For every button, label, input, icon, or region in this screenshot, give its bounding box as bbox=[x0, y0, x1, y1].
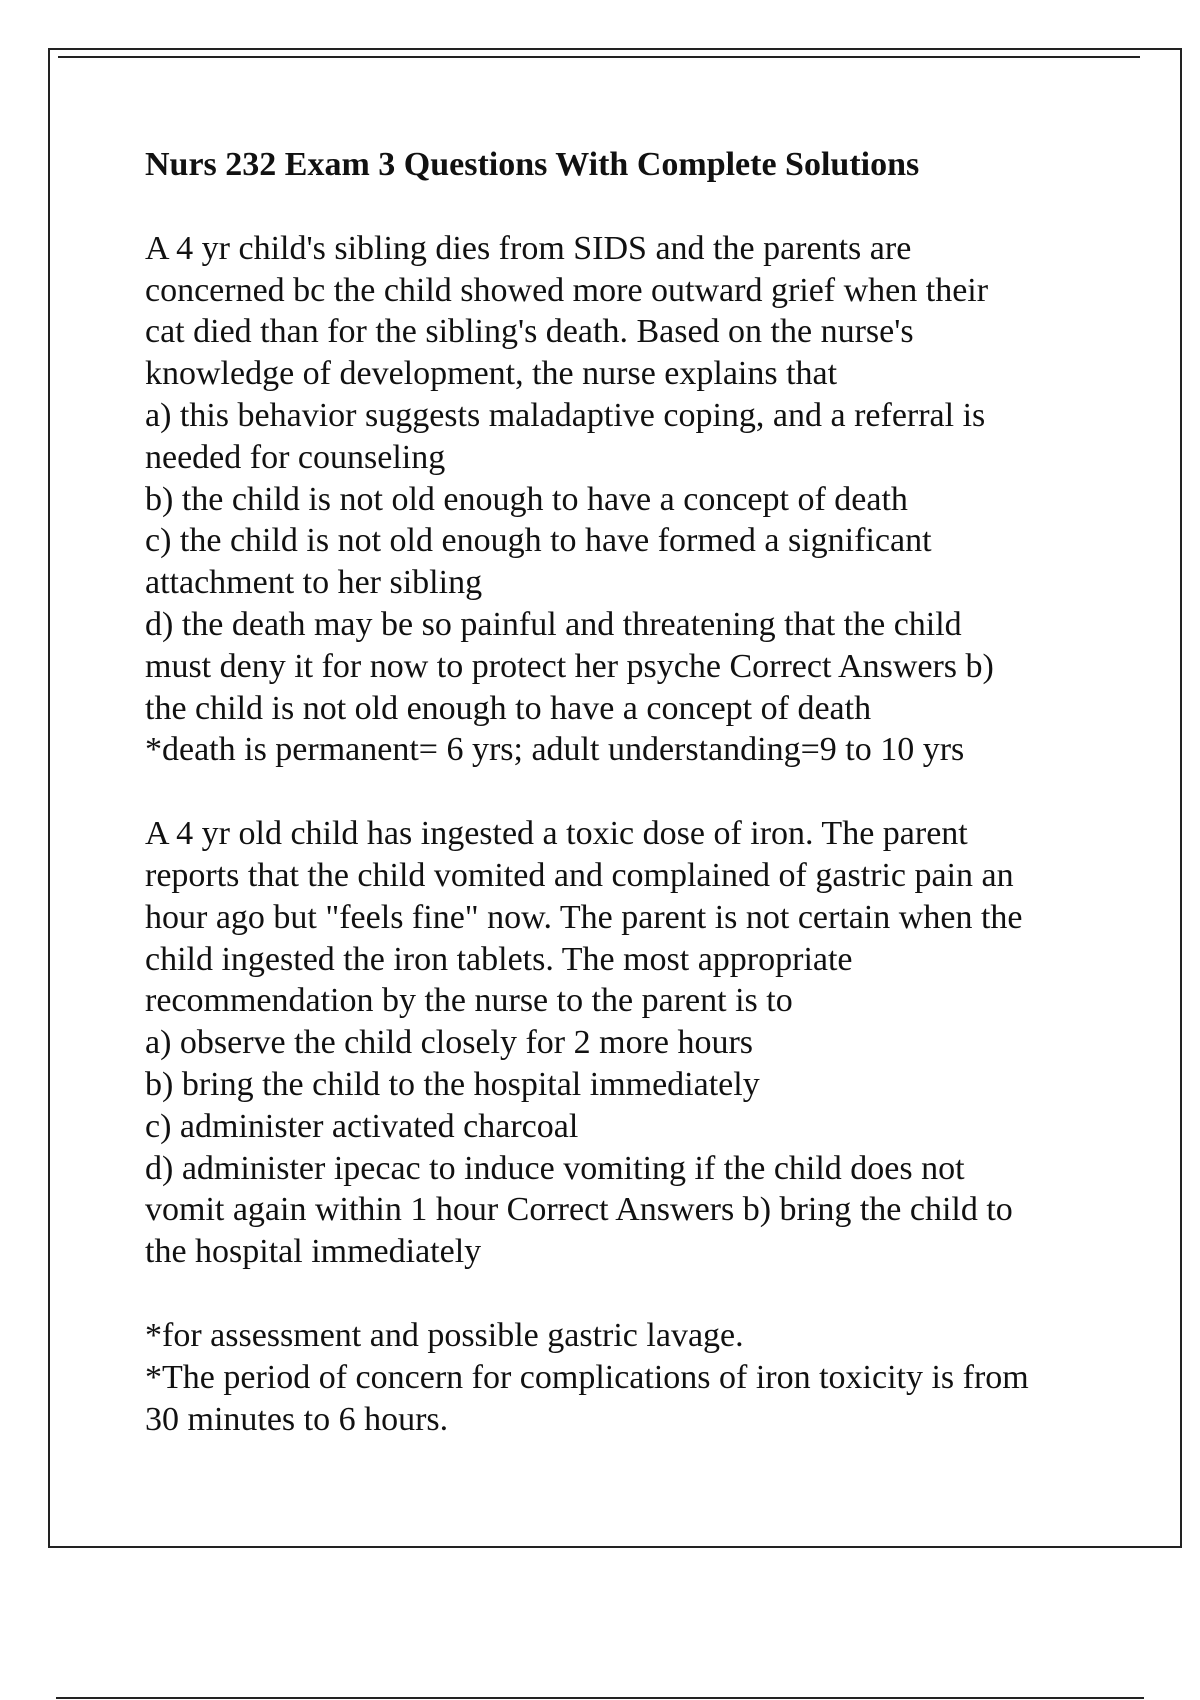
question-1-option-b: b) the child is not old enough to have a concept of death bbox=[145, 480, 908, 518]
question-2-line: child ingested the iron tablets. The most appropriate bbox=[145, 940, 853, 978]
question-1 bbox=[145, 228, 1135, 771]
question-2-option-a: a) observe the child closely for 2 more hours bbox=[145, 1024, 754, 1062]
question-2 bbox=[145, 813, 1135, 1273]
bottom-rule bbox=[56, 1697, 1144, 1699]
question-1-answer: must deny it for now to protect her psyche Correct Answers b) bbox=[145, 647, 994, 685]
document-content bbox=[145, 144, 1135, 1482]
question-2-line: recommendation by the nurse to the parent is to bbox=[145, 982, 793, 1020]
question-2-line: reports that the child vomited and complained of gastric pain an bbox=[145, 856, 1014, 894]
document-title: Nurs 232 Exam 3 Questions With Complete Solutions bbox=[145, 146, 920, 183]
question-2-note: 30 minutes to 6 hours. bbox=[145, 1400, 449, 1438]
question-1-line: concerned bc the child showed more outward grief when their bbox=[145, 271, 989, 309]
question-1-rationale: *death is permanent= 6 yrs; adult understanding=9 to 10 yrs bbox=[145, 731, 965, 769]
question-2-option-d: d) administer ipecac to induce vomiting if the child does not bbox=[145, 1149, 965, 1187]
question-1-answer: the child is not old enough to have a concept of death bbox=[145, 689, 872, 727]
question-2-answer: the hospital immediately bbox=[145, 1233, 482, 1271]
question-2-answer: vomit again within 1 hour Correct Answers b) bring the child to bbox=[145, 1191, 1013, 1229]
question-1-option-a: needed for counseling bbox=[145, 438, 446, 476]
question-2-option-c: c) administer activated charcoal bbox=[145, 1107, 579, 1145]
question-2-line: A 4 yr old child has ingested a toxic dose of iron. The parent bbox=[145, 815, 968, 853]
page-frame bbox=[48, 48, 1182, 1548]
top-rule bbox=[58, 56, 1140, 58]
question-1-line: A 4 yr child's sibling dies from SIDS and the parents are bbox=[145, 229, 912, 267]
question-2-option-b: b) bring the child to the hospital immediately bbox=[145, 1065, 760, 1103]
question-2-notes bbox=[145, 1315, 1135, 1440]
question-2-note: *for assessment and possible gastric lavage. bbox=[145, 1316, 744, 1354]
question-1-option-a: a) this behavior suggests maladaptive coping, and a referral is bbox=[145, 396, 986, 434]
question-1-option-d: d) the death may be so painful and threatening that the child bbox=[145, 605, 962, 643]
question-1-option-c: c) the child is not old enough to have formed a significant bbox=[145, 522, 932, 560]
question-1-option-c: attachment to her sibling bbox=[145, 564, 483, 602]
question-2-note: *The period of concern for complications of iron toxicity is from bbox=[145, 1358, 1029, 1396]
question-1-line: knowledge of development, the nurse explains that bbox=[145, 355, 838, 393]
question-2-line: hour ago but "feels fine" now. The parent is not certain when the bbox=[145, 898, 1023, 936]
question-1-line: cat died than for the sibling's death. Based on the nurse's bbox=[145, 313, 914, 351]
